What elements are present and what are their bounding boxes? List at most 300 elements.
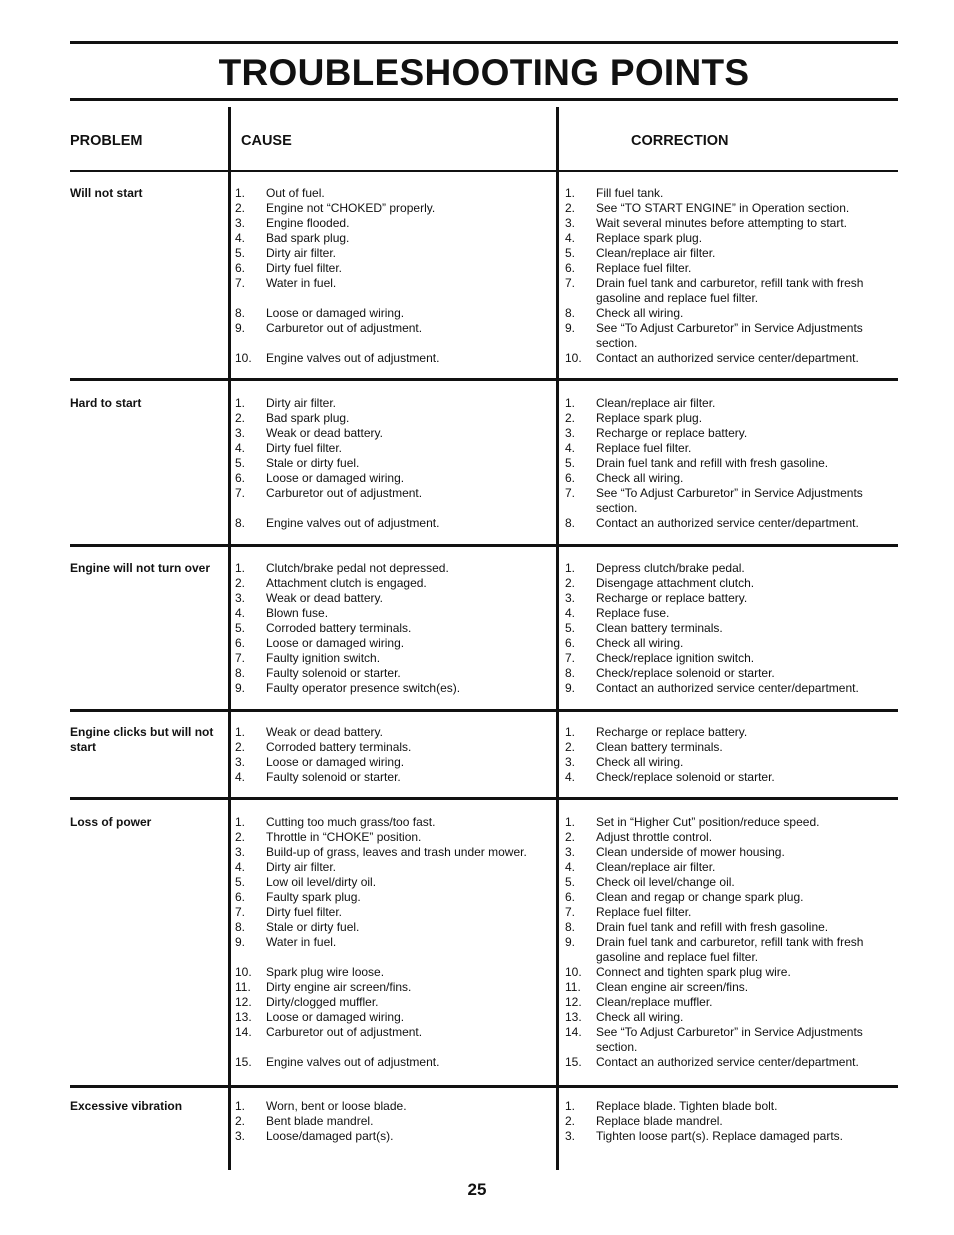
item-number: 4. <box>235 231 246 245</box>
correction-item <box>565 516 895 531</box>
problem-label: Will not start <box>70 186 143 200</box>
item-number: 6. <box>565 471 576 485</box>
correction-item <box>565 621 895 636</box>
item-text: Check/replace ignition switch. <box>596 651 755 665</box>
cause-list <box>235 815 555 1070</box>
item-number: 6. <box>235 890 246 904</box>
cause-item <box>235 666 555 681</box>
correction-item <box>565 1114 895 1129</box>
item-text: Loose or damaged wiring. <box>266 471 405 485</box>
item-number: 1. <box>235 561 246 575</box>
cause-item <box>235 561 555 576</box>
cause-item <box>235 1055 555 1070</box>
item-text: Clean/replace air filter. <box>596 396 716 410</box>
cause-item <box>235 1010 555 1025</box>
item-number: 5. <box>235 246 246 260</box>
correction-item <box>565 755 895 770</box>
item-text: Replace fuel filter. <box>596 905 692 919</box>
item-number: 3. <box>565 426 576 440</box>
item-text: Replace spark plug. <box>596 411 703 425</box>
cause-item <box>235 740 555 755</box>
correction-item <box>565 1055 895 1070</box>
cause-item <box>235 860 555 875</box>
item-number: 4. <box>565 860 576 874</box>
item-text: Clean/replace air filter. <box>596 246 716 260</box>
correction-item <box>565 1010 895 1025</box>
item-number: 7. <box>235 651 246 665</box>
item-number: 7. <box>565 486 576 500</box>
item-number: 7. <box>235 905 246 919</box>
cause-item <box>235 1129 555 1144</box>
correction-item <box>565 845 895 860</box>
section-rule <box>70 1085 898 1088</box>
item-number: 1. <box>235 1099 246 1113</box>
correction-item <box>565 351 895 366</box>
section-rule <box>70 709 898 712</box>
item-text: Tighten loose part(s). Replace damaged parts. <box>596 1129 844 1143</box>
cause-item <box>235 905 555 920</box>
correction-item <box>565 830 895 845</box>
item-text: Drain fuel tank and refill with fresh gasoline. <box>596 456 829 470</box>
item-text: Faulty spark plug. <box>266 890 361 904</box>
item-number: 1. <box>235 186 246 200</box>
item-text: Blown fuse. <box>266 606 329 620</box>
cause-item <box>235 621 555 636</box>
item-text: Check all wiring. <box>596 471 684 485</box>
item-text: Corroded battery terminals. <box>266 740 412 754</box>
item-text: Dirty fuel filter. <box>266 905 343 919</box>
item-number: 1. <box>565 1099 576 1113</box>
item-number: 5. <box>565 621 576 635</box>
item-number: 7. <box>235 276 246 290</box>
correction-item <box>565 231 895 246</box>
correction-item <box>565 875 895 890</box>
item-text: Bad spark plug. <box>266 231 350 245</box>
cause-item <box>235 186 555 201</box>
correction-item <box>565 920 895 935</box>
cause-item <box>235 815 555 830</box>
correction-item <box>565 306 895 321</box>
item-text: Check all wiring. <box>596 636 684 650</box>
item-number: 2. <box>565 411 576 425</box>
item-text: Clean battery terminals. <box>596 740 723 754</box>
item-text: Throttle in “CHOKE” position. <box>266 830 422 844</box>
item-text: Set in “Higher Cut” position/reduce speed. <box>596 815 820 829</box>
item-number: 8. <box>235 516 246 530</box>
cause-item <box>235 201 555 216</box>
item-number: 8. <box>565 666 576 680</box>
item-number: 8. <box>235 306 246 320</box>
item-text: Loose/damaged part(s). <box>266 1129 394 1143</box>
cause-item <box>235 276 555 291</box>
item-number: 7. <box>565 905 576 919</box>
correction-item <box>565 441 895 456</box>
item-text: Loose or damaged wiring. <box>266 306 405 320</box>
item-number: 9. <box>235 321 246 335</box>
item-text: Contact an authorized service center/department. <box>596 351 859 365</box>
cause-item <box>235 576 555 591</box>
item-text: Cutting too much grass/too fast. <box>266 815 436 829</box>
item-number: 6. <box>565 636 576 650</box>
item-number: 2. <box>565 201 576 215</box>
item-number: 8. <box>235 666 246 680</box>
correction-item <box>565 426 895 441</box>
item-text: Check oil level/change oil. <box>596 875 735 889</box>
item-number: 6. <box>565 261 576 275</box>
column-header-correction: CORRECTION <box>631 133 729 149</box>
cause-item <box>235 935 555 950</box>
cause-item <box>235 770 555 785</box>
item-number: 10. <box>235 965 252 979</box>
item-number: 9. <box>565 321 576 335</box>
item-text: Loose or damaged wiring. <box>266 755 405 769</box>
column-header-problem: PROBLEM <box>70 133 143 149</box>
cause-item <box>235 231 555 246</box>
item-text: Check all wiring. <box>596 755 684 769</box>
correction-item <box>565 935 895 965</box>
page-number: 25 <box>467 1180 487 1199</box>
correction-item <box>565 591 895 606</box>
correction-item <box>565 681 895 696</box>
item-number: 2. <box>565 1114 576 1128</box>
item-text: Faulty operator presence switch(es). <box>266 681 461 695</box>
correction-item <box>565 965 895 980</box>
item-number: 2. <box>565 740 576 754</box>
item-number: 4. <box>565 231 576 245</box>
correction-item <box>565 411 895 426</box>
item-number: 8. <box>565 920 576 934</box>
item-text: Check/replace solenoid or starter. <box>596 770 775 784</box>
cause-item <box>235 396 555 411</box>
item-number: 1. <box>235 396 246 410</box>
item-text: Dirty engine air screen/fins. <box>266 980 412 994</box>
item-text: Dirty air filter. <box>266 860 337 874</box>
item-number: 3. <box>235 591 246 605</box>
item-text: Clean engine air screen/fins. <box>596 980 749 994</box>
item-number: 14. <box>235 1025 252 1039</box>
item-number: 7. <box>235 486 246 500</box>
cause-item <box>235 920 555 935</box>
item-text: Bent blade mandrel. <box>266 1114 374 1128</box>
item-text: Contact an authorized service center/department. <box>596 1055 859 1069</box>
section-rule <box>70 797 898 800</box>
item-text: Carburetor out of adjustment. <box>266 321 423 335</box>
cause-list <box>235 1099 555 1144</box>
item-text: Weak or dead battery. <box>266 591 383 605</box>
item-text: Faulty solenoid or starter. <box>266 770 401 784</box>
item-number: 2. <box>235 1114 246 1128</box>
item-text: Out of fuel. <box>266 186 325 200</box>
item-number: 2. <box>235 830 246 844</box>
section-rule <box>70 378 898 381</box>
correction-item <box>565 725 895 740</box>
item-text: See “To Adjust Carburetor” in Service Adjustments section. <box>596 321 863 350</box>
correction-item <box>565 905 895 920</box>
item-text: Water in fuel. <box>266 276 337 290</box>
item-number: 2. <box>235 201 246 215</box>
correction-item <box>565 1099 895 1114</box>
item-text: Connect and tighten spark plug wire. <box>596 965 791 979</box>
cause-list <box>235 186 555 366</box>
item-number: 3. <box>565 1129 576 1143</box>
item-number: 3. <box>565 591 576 605</box>
item-number: 14. <box>565 1025 582 1039</box>
cause-list <box>235 561 555 696</box>
column-divider-cause-correction <box>556 107 559 1170</box>
item-number: 1. <box>565 396 576 410</box>
cause-item <box>235 890 555 905</box>
item-text: Stale or dirty fuel. <box>266 456 360 470</box>
item-number: 9. <box>235 935 246 949</box>
item-number: 10. <box>565 965 582 979</box>
item-text: Engine valves out of adjustment. <box>266 516 440 530</box>
item-text: Clean/replace air filter. <box>596 860 716 874</box>
correction-item <box>565 1129 895 1144</box>
item-text: Dirty air filter. <box>266 246 337 260</box>
correction-item <box>565 651 895 666</box>
cause-item <box>235 636 555 651</box>
item-text: Replace spark plug. <box>596 231 703 245</box>
cause-list <box>235 725 555 785</box>
correction-item <box>565 606 895 621</box>
correction-list <box>565 186 895 366</box>
problem-label: Excessive vibration <box>70 1099 183 1113</box>
item-text: Contact an authorized service center/department. <box>596 681 859 695</box>
correction-item <box>565 636 895 651</box>
correction-item <box>565 815 895 830</box>
item-number: 3. <box>235 1129 246 1143</box>
correction-item <box>565 995 895 1010</box>
item-number: 12. <box>235 995 252 1009</box>
item-text: Low oil level/dirty oil. <box>266 875 377 889</box>
item-number: 5. <box>235 621 246 635</box>
cause-item <box>235 426 555 441</box>
item-number: 4. <box>565 441 576 455</box>
item-text: Stale or dirty fuel. <box>266 920 360 934</box>
item-number: 6. <box>235 636 246 650</box>
cause-item <box>235 351 555 366</box>
correction-item <box>565 321 895 351</box>
cause-item <box>235 261 555 276</box>
item-number: 2. <box>565 830 576 844</box>
item-number: 11. <box>565 980 581 994</box>
item-number: 10. <box>565 351 582 365</box>
cause-item <box>235 246 555 261</box>
cause-item <box>235 755 555 770</box>
cause-item <box>235 681 555 696</box>
item-number: 4. <box>235 441 246 455</box>
problem-label: Engine will not turn over <box>70 561 211 575</box>
item-number: 1. <box>565 186 576 200</box>
item-number: 3. <box>565 755 576 769</box>
page-title: TROUBLESHOOTING POINTS <box>218 52 750 93</box>
title-rule-top <box>70 41 898 44</box>
item-text: Wait several minutes before attempting to start. <box>596 216 847 230</box>
item-text: Carburetor out of adjustment. <box>266 1025 423 1039</box>
item-text: Spark plug wire loose. <box>266 965 385 979</box>
item-text: Recharge or replace battery. <box>596 725 748 739</box>
cause-item <box>235 441 555 456</box>
item-number: 11. <box>235 980 251 994</box>
correction-item <box>565 890 895 905</box>
item-text: Drain fuel tank and refill with fresh gasoline. <box>596 920 829 934</box>
item-text: Attachment clutch is engaged. <box>266 576 427 590</box>
cause-item <box>235 321 555 336</box>
item-text: Clean battery terminals. <box>596 621 723 635</box>
cause-item <box>235 995 555 1010</box>
item-text: Carburetor out of adjustment. <box>266 486 423 500</box>
item-number: 2. <box>235 411 246 425</box>
item-number: 2. <box>235 576 246 590</box>
cause-item <box>235 1114 555 1129</box>
correction-list <box>565 396 895 531</box>
item-text: Contact an authorized service center/department. <box>596 516 859 530</box>
item-number: 3. <box>565 845 576 859</box>
item-text: Weak or dead battery. <box>266 725 383 739</box>
item-text: Replace blade mandrel. <box>596 1114 723 1128</box>
item-number: 7. <box>565 651 576 665</box>
item-number: 12. <box>565 995 582 1009</box>
item-text: Loose or damaged wiring. <box>266 636 405 650</box>
item-number: 8. <box>565 516 576 530</box>
item-text: Check all wiring. <box>596 1010 684 1024</box>
item-number: 4. <box>235 606 246 620</box>
item-number: 1. <box>565 561 576 575</box>
correction-item <box>565 561 895 576</box>
cause-item <box>235 1099 555 1114</box>
item-text: Clutch/brake pedal not depressed. <box>266 561 449 575</box>
item-text: Replace fuse. <box>596 606 670 620</box>
item-text: Faulty solenoid or starter. <box>266 666 401 680</box>
cause-item <box>235 216 555 231</box>
cause-item <box>235 725 555 740</box>
correction-item <box>565 246 895 261</box>
item-text: Dirty fuel filter. <box>266 261 343 275</box>
item-text: Corroded battery terminals. <box>266 621 412 635</box>
item-text: Fill fuel tank. <box>596 186 664 200</box>
item-number: 1. <box>565 815 576 829</box>
item-text: Engine not “CHOKED” properly. <box>266 201 436 215</box>
problem-label: Loss of power <box>70 815 152 829</box>
item-number: 5. <box>235 875 246 889</box>
item-text: Weak or dead battery. <box>266 426 383 440</box>
item-number: 4. <box>565 770 576 784</box>
item-text: Engine valves out of adjustment. <box>266 351 440 365</box>
cause-item <box>235 486 555 501</box>
item-text: Dirty air filter. <box>266 396 337 410</box>
item-text: Recharge or replace battery. <box>596 426 748 440</box>
item-text: Bad spark plug. <box>266 411 350 425</box>
correction-list <box>565 815 895 1070</box>
cause-item <box>235 1025 555 1040</box>
item-number: 9. <box>565 935 576 949</box>
column-header-cause: CAUSE <box>241 133 292 149</box>
item-number: 6. <box>565 890 576 904</box>
item-number: 3. <box>565 216 576 230</box>
item-number: 7. <box>565 276 576 290</box>
item-number: 15. <box>235 1055 252 1069</box>
item-number: 8. <box>565 306 576 320</box>
section-rule <box>70 544 898 547</box>
item-text: Worn, bent or loose blade. <box>266 1099 407 1113</box>
item-text: Replace blade. Tighten blade bolt. <box>596 1099 778 1113</box>
cause-item <box>235 845 555 860</box>
item-text: Dirty/clogged muffler. <box>266 995 379 1009</box>
item-number: 3. <box>235 216 246 230</box>
header-rule <box>70 170 898 172</box>
problem-label: Hard to start <box>70 396 142 410</box>
correction-item <box>565 201 895 216</box>
item-text: Drain fuel tank and carburetor, refill tank with fresh gasoline and replace fuel filter. <box>596 935 864 964</box>
item-number: 2. <box>565 576 576 590</box>
cause-item <box>235 591 555 606</box>
item-number: 6. <box>235 471 246 485</box>
item-text: Disengage attachment clutch. <box>596 576 755 590</box>
cause-item <box>235 980 555 995</box>
correction-list <box>565 561 895 696</box>
cause-list <box>235 396 555 531</box>
item-text: Check/replace solenoid or starter. <box>596 666 775 680</box>
item-text: See “TO START ENGINE” in Operation section. <box>596 201 850 215</box>
cause-item <box>235 306 555 321</box>
item-text: Faulty ignition switch. <box>266 651 381 665</box>
correction-item <box>565 666 895 681</box>
correction-item <box>565 276 895 306</box>
item-number: 3. <box>235 426 246 440</box>
cause-item <box>235 965 555 980</box>
correction-item <box>565 486 895 516</box>
item-number: 8. <box>235 920 246 934</box>
item-number: 1. <box>565 725 576 739</box>
item-number: 3. <box>235 845 246 859</box>
item-text: Adjust throttle control. <box>596 830 713 844</box>
item-text: Clean and regap or change spark plug. <box>596 890 804 904</box>
item-text: Replace fuel filter. <box>596 261 692 275</box>
cause-item <box>235 411 555 426</box>
item-number: 9. <box>235 681 246 695</box>
item-number: 5. <box>565 456 576 470</box>
item-number: 5. <box>235 456 246 470</box>
item-number: 15. <box>565 1055 582 1069</box>
title-rule-bottom <box>70 98 898 101</box>
item-text: Build-up of grass, leaves and trash under mower. <box>266 845 527 859</box>
correction-item <box>565 1025 895 1055</box>
cause-item <box>235 651 555 666</box>
correction-item <box>565 471 895 486</box>
item-number: 4. <box>565 606 576 620</box>
item-text: Water in fuel. <box>266 935 337 949</box>
correction-item <box>565 980 895 995</box>
problem-label: Engine clicks but will not start <box>70 725 214 754</box>
item-number: 4. <box>235 860 246 874</box>
item-text: Clean underside of mower housing. <box>596 845 785 859</box>
correction-item <box>565 456 895 471</box>
item-number: 13. <box>565 1010 582 1024</box>
item-number: 1. <box>235 815 246 829</box>
correction-list <box>565 1099 895 1144</box>
item-text: Engine valves out of adjustment. <box>266 1055 440 1069</box>
item-number: 13. <box>235 1010 252 1024</box>
correction-item <box>565 396 895 411</box>
item-number: 3. <box>235 755 246 769</box>
correction-item <box>565 186 895 201</box>
item-number: 4. <box>235 770 246 784</box>
item-text: Depress clutch/brake pedal. <box>596 561 745 575</box>
correction-item <box>565 740 895 755</box>
cause-item <box>235 606 555 621</box>
cause-item <box>235 875 555 890</box>
item-text: Engine flooded. <box>266 216 350 230</box>
